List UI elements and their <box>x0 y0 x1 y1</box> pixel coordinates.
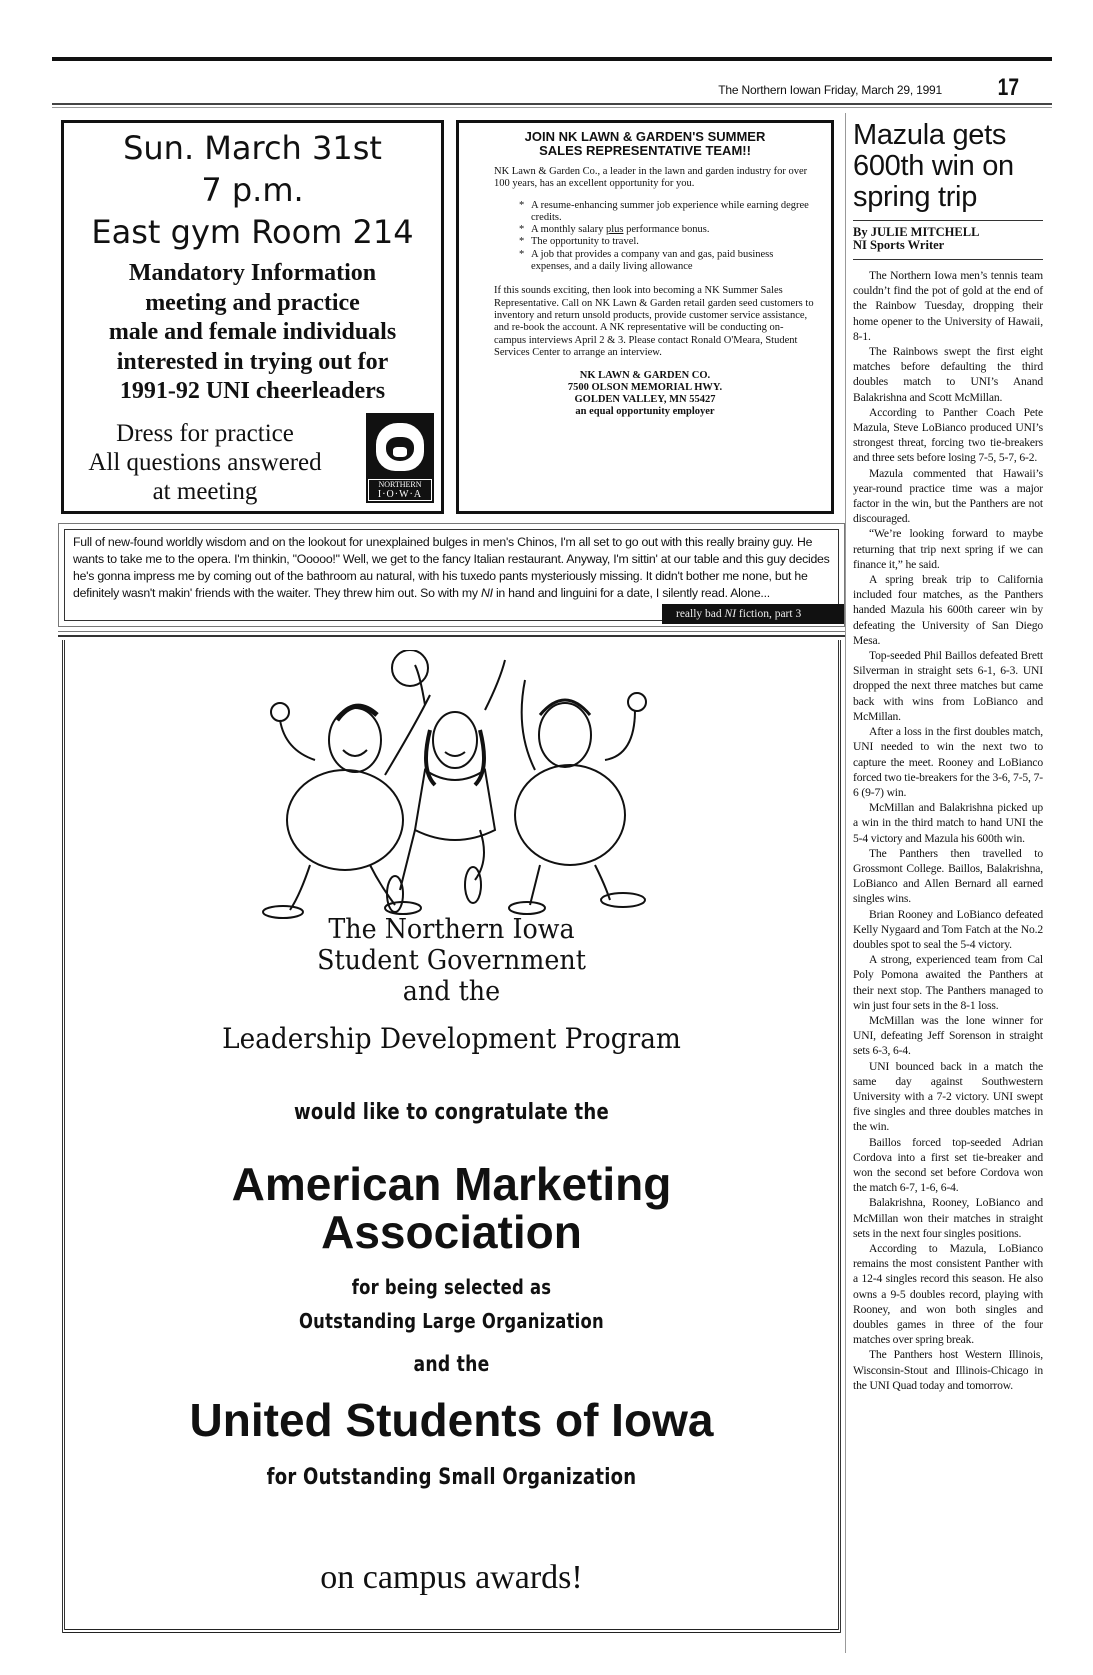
nk-headline-line-1: JOIN NK LAWN & GARDEN'S SUMMER <box>524 129 766 144</box>
org1-award-line-2: Outstanding Large Organization <box>298 1309 604 1333</box>
fiction-tag-text: really bad <box>676 608 725 620</box>
congratulate-line: would like to congratulate the <box>294 1100 609 1125</box>
org2-award: for Outstanding Small Organization <box>266 1465 637 1490</box>
masthead-rule <box>52 103 1052 105</box>
org1-name-line-2: Association <box>321 1206 582 1258</box>
ad-details <box>64 259 441 407</box>
cheering-students-illustration-icon <box>245 650 665 920</box>
nk-address-line: GOLDEN VALLEY, MN 55427 <box>574 394 716 406</box>
org2-name: United Students of Iowa <box>189 1394 714 1446</box>
headline-rule <box>853 220 1043 221</box>
ad-footer-line: All questions answered <box>88 449 322 476</box>
article-paragraph: Baillos forced top-seeded Adrian Cordova into a first set tie-breaker and won the second set before Cordova won the match 6-7, 1-6, 6-4. <box>853 1135 1043 1195</box>
section-rule <box>58 635 845 637</box>
byline-author: By JULIE MITCHELL <box>853 225 980 239</box>
article-paragraph: Balakrishna, Rooney, LoBianco and McMillan won their matches in straight sets in the next four singles positions. <box>853 1196 1043 1240</box>
nk-benefit: * A job that provides a company van and gas, paid business expenses, and a daily living allowance <box>531 249 811 274</box>
nk-benefit-underlined: plus <box>605 224 624 236</box>
ad-detail-line: male and female individuals <box>108 319 397 345</box>
byline-rule <box>853 259 1043 260</box>
sponsor-line: and the <box>402 976 501 1007</box>
ad-detail-line: meeting and practice <box>145 289 360 316</box>
nk-address-line: 7500 OLSON MEMORIAL HWY. <box>567 382 723 394</box>
sponsor-program: Leadership Development Program <box>222 1022 681 1055</box>
fiction-tag <box>662 604 844 624</box>
nk-benefit-text: A monthly salary <box>531 224 604 236</box>
and-the-line: and the <box>413 1352 490 1376</box>
nk-headline <box>459 130 831 158</box>
masthead-rule-thin <box>52 107 1052 108</box>
nk-headline-line-2: SALES REPRESENTATIVE TEAM!! <box>539 143 751 158</box>
logo-line-1: NORTHERN <box>378 480 422 489</box>
nk-benefit <box>531 224 811 236</box>
article-paragraph: According to Mazula, LoBianco remains the most consistent Panther with a 12-4 singles record this season. He also owns a 9-5 doubles record, playing with Rooney, and won both singles and doubles games in three of the four matches over spring break. <box>853 1242 1043 1347</box>
ad-time: 7 p.m. <box>201 171 304 209</box>
article-paragraph: The Rainbows swept the first eight matches before defaulting the third doubles match to UNI’s Anand Balakrishna and Scott McMillan. <box>853 345 1043 404</box>
article-paragraph: The Panthers host Western Illinois, Wisconsin-Stout and Illinois-Chicago in the UNI Quad today and tomorrow. <box>853 1348 1043 1392</box>
article-paragraph: The Panthers then travelled to Grossmont College. Baillos, Balakrishna, LoBianco and Allen Bernard all earned singles wins. <box>853 846 1043 906</box>
masthead <box>52 74 1052 102</box>
logo-line-2: I·O·W·A <box>377 489 423 500</box>
section-rule <box>58 631 845 632</box>
nk-address-line: an equal opportunity employer <box>575 406 715 418</box>
sponsor-line: The Northern Iowa <box>328 914 575 945</box>
sports-article <box>853 120 1043 1393</box>
nk-lawn-garden-ad <box>456 120 834 514</box>
fiction-tag-italic: NI <box>724 608 737 620</box>
article-paragraph: McMillan was the lone winner for UNI, defeating Jeff Sorenson in straight sets 6-3, 6-4. <box>853 1013 1043 1058</box>
article-paragraph: According to Panther Coach Pete Mazula, Steve LoBianco produced UNI’s strongest threat, forcing two tie-breakers and three sets before losing 7-5, 5-7, 6-2. <box>853 405 1043 465</box>
article-paragraph: “We’re looking forward to maybe returning that trip next spring if we can finance it,” he said. <box>853 527 1043 571</box>
logo-text <box>368 479 432 501</box>
article-paragraph: Brian Rooney and LoBianco defeated Kelly Nygaard and Tom Fatch at the No.2 doubles spot to seal the 5-4 victory. <box>853 907 1043 951</box>
nk-benefit-rest: performance bonus. <box>623 224 710 236</box>
nk-body: If this sounds exciting, then look into becoming a NK Summer Sales Representative. Call on NK Lawn & Garden retail garden seed customers to inventory and return unsold products, provide customer service assistance, and re-book the account. A NK representative will be conducting on-campus interviews April 2 & 3. Please contact Ronald O'Meara, Student Services Center to arrange an interview. <box>494 285 814 358</box>
article-paragraph: McMillan and Balakrishna picked up a win in the third match to hand UNI the 5-4 victory and Mazula his 600th win. <box>853 801 1043 845</box>
fiction-text-end: in hand and linguini for a date, I silently read. Alone... <box>492 586 770 600</box>
ad-location: East gym Room 214 <box>91 213 414 251</box>
ad-footer <box>70 419 340 506</box>
fiction-text-italic: NI <box>480 586 493 600</box>
org1-award <box>135 1270 769 1338</box>
article-paragraph: UNI bounced back in a match the same day against Southwestern University with a 7-2 victory. UNI swept five singles and three doubles matches in the win. <box>853 1059 1043 1134</box>
ad-detail-line: Mandatory Information <box>128 260 377 286</box>
ad-detail-line: interested in trying out for <box>116 348 389 375</box>
article-paragraph: A strong, experienced team from Cal Poly Pomona awaited the Panthers at their next stop. The Panthers managed to win just four sets in the 8-1 loss. <box>853 953 1043 1012</box>
sponsor-names <box>88 914 815 1007</box>
panther-face-icon <box>376 423 424 471</box>
ad-detail-line: 1991-92 UNI cheerleaders <box>119 378 386 404</box>
nk-address <box>459 370 831 418</box>
column-divider <box>845 113 846 1653</box>
article-body <box>853 268 1043 1393</box>
article-paragraph: The Northern Iowa men’s tennis team couldn’t find the pot of gold at the end of the Rainbow Tuesday, dropping their home opener to the University of Hawaii, 8-1. <box>853 269 1043 343</box>
ad-date: Sun. March 31st <box>123 129 382 167</box>
ad-footer-line: at meeting <box>152 478 258 505</box>
org1-award-line-1: for being selected as <box>351 1275 552 1299</box>
org1-name <box>65 1160 838 1256</box>
nk-benefits-list <box>531 200 811 274</box>
page-number: 17 <box>997 74 1020 101</box>
org1-name-line-1: American Marketing <box>231 1158 672 1210</box>
ad-footer-line: Dress for practice <box>116 420 294 447</box>
cheerleader-tryout-ad <box>61 120 444 514</box>
article-paragraph: After a loss in the first doubles match, UNI needed to win the next two to capture the meet. Rooney and LoBianco forced two tie-breakers for the 3-6, 7-5, 7-6 (9-7) win. <box>853 725 1043 799</box>
article-paragraph: A spring break trip to California included four matches, as the Panthers handed Mazula his 600th career win by defeating the University of San Diego Mesa. <box>853 573 1043 647</box>
sponsor-line: Student Government <box>317 945 586 976</box>
nk-benefit: * The opportunity to travel. <box>531 236 811 248</box>
nk-intro: NK Lawn & Garden Co., a leader in the lawn and garden industry for over 100 years, has an excellent opportunity for you. <box>494 166 808 190</box>
byline <box>853 226 1043 252</box>
nk-benefit: * A resume-enhancing summer job experience while earning degree credits. <box>531 200 811 225</box>
fiction-tag-end: fiction, part 3 <box>736 608 802 620</box>
publication-date: The Northern Iowan Friday, March 29, 1991 <box>718 83 942 97</box>
top-rule <box>52 57 1052 61</box>
byline-title: NI Sports Writer <box>853 238 945 252</box>
article-paragraph: Top-seeded Phil Baillos defeated Brett Silverman in straight sets 6-1, 6-3. UNI dropped the next three matches but came back with wins from LoBianco and McMillan. <box>853 649 1043 723</box>
fiction-text: Full of new-found worldly wisdom and on the lookout for unexplained bulges in men's Chinos, I'm all set to go out with this really brainy guy. He wants to take me to the opera. I'm thinkin, "Ooooo!" Well, we get to the fancy Italian restaurant. Anyway, I'm sittin' at our table and this guy decides he's gonna impress me by coming out of the bathroom au natural, with his tuxedo pants mysteriously missing. It didn't bother me none, but he definitely wasn't makin' friends with the waiter. They threw him out. So with my <box>73 535 830 600</box>
article-headline: Mazula gets 600th win on spring trip <box>853 119 1014 213</box>
panther-logo-icon <box>366 413 434 503</box>
congratulations-ad <box>62 640 841 1633</box>
article-paragraph: Mazula commented that Hawaii’s year-round practice time was a major factor in the win, but the Panthers are not discouraged. <box>853 466 1043 526</box>
closing-line: on campus awards! <box>320 1559 583 1596</box>
nk-address-line: NK LAWN & GARDEN CO. <box>579 370 711 382</box>
